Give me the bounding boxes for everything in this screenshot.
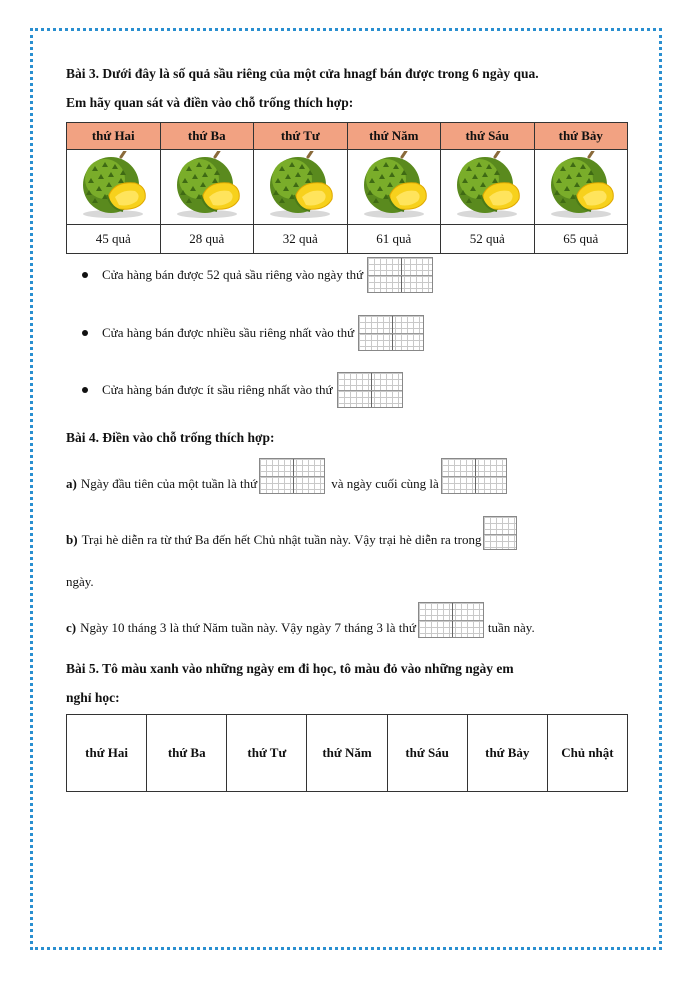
durian-icon (169, 151, 245, 219)
quantity-cell: 61 quả (347, 225, 441, 254)
weekday-row (67, 715, 628, 792)
bullet-text: Cửa hàng bán được 52 quả sầu riêng vào ngày thứ (102, 267, 364, 282)
answer-box[interactable] (367, 257, 433, 293)
durian-cell (160, 150, 254, 225)
bai4-c-label: c) (66, 620, 77, 635)
bullet-item-least (82, 372, 403, 408)
bai4-a-text2: và ngày cuối cùng là (331, 476, 439, 491)
durian-icon (543, 151, 619, 219)
bai4-a-text1: Ngày đầu tiên của một tuần là thứ (80, 476, 258, 491)
answer-box[interactable] (337, 372, 403, 408)
durian-icon (262, 151, 338, 219)
day-header: thứ Ba (160, 123, 254, 150)
answer-box[interactable] (358, 315, 424, 351)
day-header: thứ Tư (254, 123, 348, 150)
durian-cell (534, 150, 628, 225)
quantity-cell: 28 quả (160, 225, 254, 254)
bai4-c-text1: Ngày 10 tháng 3 là thứ Năm tuần này. Vậy ngày 7 tháng 3 là thứ (80, 620, 416, 635)
day-header: thứ Hai (67, 123, 161, 150)
bai4-b-label: b) (66, 532, 78, 547)
durian-cell (254, 150, 348, 225)
day-header: thứ Năm (347, 123, 441, 150)
bai5-title-line1: Bài 5. Tô màu xanh vào những ngày em đi học, tô màu đỏ vào những ngày em (66, 661, 514, 676)
bullet-item-most (82, 315, 424, 351)
weekday-cell[interactable]: thứ Sáu (387, 715, 467, 792)
weekday-cell[interactable]: thứ Hai (67, 715, 147, 792)
answer-box[interactable] (483, 516, 517, 550)
durian-image-row (67, 150, 628, 225)
bullet-icon (82, 387, 88, 393)
bullet-text: Cửa hàng bán được nhiều sầu riêng nhất vào thứ (102, 325, 355, 340)
durian-icon (356, 151, 432, 219)
bai4-b-text2: ngày. (66, 574, 94, 589)
durian-sales-table (66, 122, 628, 254)
quantity-cell: 65 quả (534, 225, 628, 254)
bai4-title: Bài 4. Điền vào chỗ trống thích hợp: (66, 430, 275, 445)
bullet-icon (82, 330, 88, 336)
weekday-cell[interactable]: thứ Ba (147, 715, 227, 792)
durian-cell (441, 150, 535, 225)
bai3-title-line2: Em hãy quan sát và điền vào chỗ trống thích hợp: (66, 95, 354, 110)
day-header-row (67, 123, 628, 150)
bullet-item-52 (82, 257, 433, 293)
bai4-a (66, 458, 507, 494)
durian-cell (347, 150, 441, 225)
weekday-color-table (66, 714, 628, 792)
weekday-cell[interactable]: thứ Năm (307, 715, 387, 792)
quantity-cell: 45 quả (67, 225, 161, 254)
bai4-c-text2: tuần này. (487, 620, 535, 635)
bai4-b-text1: Trại hè diễn ra từ thứ Ba đến hết Chủ nhật tuần này. Vậy trại hè diễn ra trong (81, 532, 482, 547)
day-header: thứ Bảy (534, 123, 628, 150)
bai4-c (66, 602, 535, 638)
durian-icon (449, 151, 525, 219)
bai4-b (66, 516, 517, 550)
weekday-cell[interactable]: thứ Bảy (467, 715, 547, 792)
quantity-cell: 52 quả (441, 225, 535, 254)
answer-box[interactable] (441, 458, 507, 494)
durian-icon (75, 151, 151, 219)
day-header: thứ Sáu (441, 123, 535, 150)
weekday-cell[interactable]: thứ Tư (227, 715, 307, 792)
bullet-text: Cửa hàng bán được ít sầu riêng nhất vào thứ (102, 382, 333, 397)
quantity-row (67, 225, 628, 254)
weekday-cell[interactable]: Chủ nhật (547, 715, 627, 792)
bullet-icon (82, 272, 88, 278)
answer-box[interactable] (259, 458, 325, 494)
durian-cell (67, 150, 161, 225)
bai4-a-label: a) (66, 476, 77, 491)
answer-box[interactable] (418, 602, 484, 638)
quantity-cell: 32 quả (254, 225, 348, 254)
bai3-title-line1: Bài 3. Dưới đây là số quả sầu riêng của một cửa hnagf bán được trong 6 ngày qua. (66, 66, 539, 81)
bai5-title-line2: nghỉ học: (66, 690, 120, 705)
